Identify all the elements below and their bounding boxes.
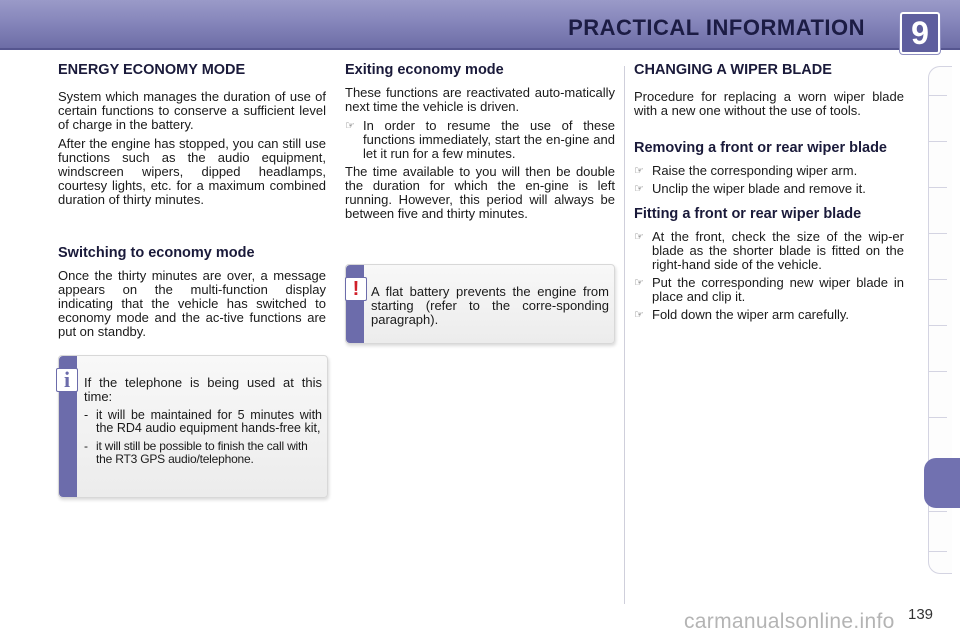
dash-mark: - — [84, 439, 88, 453]
list-item-text: In order to resume the use of these functions immediately, start the en-gine and let it run for a few minutes. — [363, 118, 615, 161]
page-header — [0, 0, 960, 50]
tab-divider — [929, 95, 947, 96]
column-divider — [624, 66, 625, 604]
tab-divider — [929, 141, 947, 142]
list-item — [634, 276, 904, 304]
column-energy-economy — [58, 62, 326, 344]
list-item-text: Fold down the wiper arm carefully. — [652, 307, 850, 322]
list-item-text: Raise the corresponding wiper arm. — [652, 163, 858, 178]
watermark: carmanualsonline.info — [684, 610, 895, 633]
pointing-hand-icon: ☞ — [634, 165, 644, 177]
heading-fitting: Fitting a front or rear wiper blade — [634, 206, 862, 222]
tab-divider — [929, 371, 947, 372]
info-icon: i — [56, 368, 78, 392]
tab-divider — [929, 551, 947, 552]
pointing-hand-icon: ☞ — [634, 309, 644, 321]
list-item — [634, 230, 904, 272]
column-exiting-economy — [345, 62, 615, 226]
tab-divider — [929, 325, 947, 326]
pointing-hand-icon: ☞ — [345, 120, 355, 132]
list-item — [634, 164, 904, 178]
paragraph: The time available to you will then be double the duration for which the en-gine is left running. However, this period will always be between five and thirty minutes. — [345, 164, 615, 221]
heading-wiper-blade: CHANGING A WIPER BLADE — [634, 62, 832, 78]
list-item-text: Put the corresponding new wiper blade in place and clip it. — [652, 275, 904, 304]
chapter-badge — [900, 12, 940, 54]
info-note — [58, 355, 328, 498]
list-item — [634, 308, 904, 322]
heading-switching: Switching to economy mode — [58, 245, 255, 261]
heading-exiting: Exiting economy mode — [345, 62, 504, 78]
page-number: 139 — [908, 606, 934, 623]
warning-note-text: A flat battery prevents the engine from starting (refer to the corre-sponding paragraph). — [371, 284, 609, 327]
list-item — [634, 182, 904, 196]
list-item-text: it will be maintained for 5 minutes with the RD4 audio equipment hands-free kit, — [96, 408, 322, 435]
section-title: PRACTICAL INFORMATION — [568, 15, 865, 40]
tab-divider — [929, 417, 947, 418]
chapter-number: 9 — [911, 15, 929, 51]
active-chapter-tab[interactable] — [924, 458, 960, 508]
paragraph: These functions are reactivated auto-matically next time the vehicle is driven. — [345, 85, 615, 114]
pointing-hand-icon: ☞ — [634, 277, 644, 289]
info-intro: If the telephone is being used at this time: — [84, 375, 322, 404]
tab-divider — [929, 279, 947, 280]
paragraph: Once the thirty minutes are over, a message appears on the multi-function display indicating that the vehicle has switched to economy mode and the ac-tive functions are put on standby. — [58, 268, 326, 339]
tab-divider — [929, 233, 947, 234]
heading-energy-economy: ENERGY ECONOMY MODE — [58, 62, 246, 78]
warning-note — [345, 264, 615, 344]
pointing-hand-icon: ☞ — [634, 183, 644, 195]
info-note-body — [84, 376, 322, 466]
paragraph: Procedure for replacing a worn wiper blade with a new one without the use of tools. — [634, 89, 904, 118]
list-item — [84, 409, 322, 435]
warning-icon: ! — [345, 277, 367, 301]
paragraph: System which manages the duration of use of certain functions to conserve a sufficient level of charge in the battery. — [58, 89, 326, 132]
pointing-hand-icon: ☞ — [634, 231, 644, 243]
column-wiper-blade — [634, 62, 904, 326]
list-item — [84, 440, 322, 466]
tab-divider — [929, 187, 947, 188]
paragraph: After the engine has stopped, you can still use functions such as the audio equipment, windscreen wipers, dipped headlamps, courtesy lights, etc. for a maximum combined duration of thirty minutes. — [58, 136, 326, 207]
list-item-text: Unclip the wiper blade and remove it. — [652, 181, 866, 196]
tab-divider — [929, 511, 947, 512]
heading-removing: Removing a front or rear wiper blade — [634, 140, 887, 156]
list-item-text: At the front, check the size of the wip-er blade as the shorter blade is fitted on the right-hand side of the vehicle. — [652, 229, 904, 272]
list-item — [345, 119, 615, 161]
dash-mark: - — [84, 408, 89, 422]
list-item-text: it will still be possible to finish the call with the RT3 GPS audio/telephone. — [96, 439, 308, 466]
